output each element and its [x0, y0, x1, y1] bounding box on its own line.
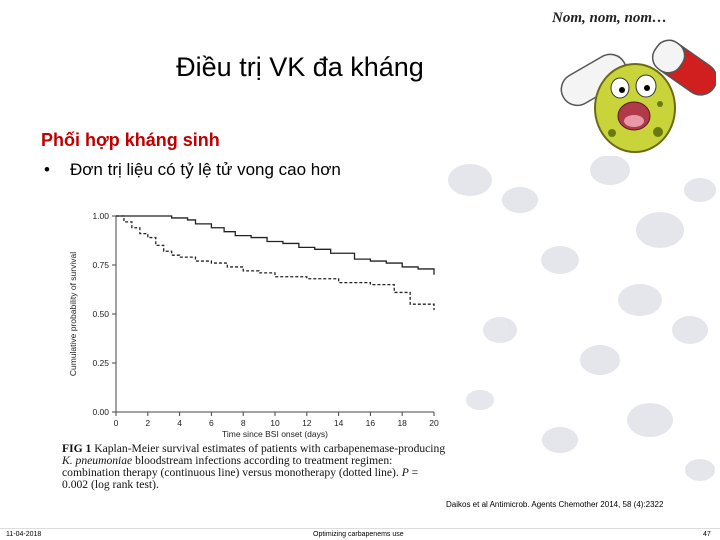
y-tick-label: 0.50	[92, 309, 109, 319]
caption-p-label: P	[401, 466, 409, 479]
bullet-text: Đơn trị liệu có tỷ lệ tử vong cao hơn	[70, 160, 341, 179]
x-tick-label: 10	[270, 418, 280, 428]
x-tick-label: 14	[333, 418, 344, 428]
bullet-item	[44, 160, 341, 180]
x-tick-label: 16	[365, 418, 376, 428]
footer-date: 11-04-2018	[6, 531, 42, 538]
footer-divider	[0, 528, 720, 529]
caption-text-1: Kaplan-Meier survival estimates of patients with carbapenemase-producing	[91, 442, 446, 455]
slide-subheading: Phối hợp kháng sinh	[41, 130, 220, 150]
y-tick-label: 0.25	[92, 358, 109, 368]
caption-organism: K. pneumoniae	[62, 454, 133, 467]
footer-title: Optimizing carbapenems use	[313, 531, 404, 538]
kaplan-meier-chart	[56, 208, 448, 440]
x-tick-label: 2	[145, 418, 151, 428]
page-number: 47	[703, 531, 711, 538]
y-axis-label: Cumulative probability of survival	[68, 251, 78, 377]
x-tick-label: 0	[113, 418, 119, 428]
figure-caption	[62, 443, 447, 491]
y-tick-label: 0.75	[92, 260, 109, 270]
slide-title: Điều trị VK đa kháng	[176, 52, 424, 82]
x-axis-label: Time since BSI onset (days)	[222, 429, 328, 439]
x-tick-label: 18	[397, 418, 407, 428]
reference-citation: Daikos et al Antimicrob. Agents Chemother 2014, 58 (4):2322	[446, 500, 664, 509]
caption-text-2: bloodstream infections according to treatment regimen: combination therapy (continuous line) versus monotherapy (dotted line).	[62, 454, 402, 479]
y-tick-label: 1.00	[92, 211, 109, 221]
x-tick-label: 4	[177, 418, 182, 428]
cartoon-caption: Nom, nom, nom…	[552, 10, 668, 26]
x-tick-label: 8	[240, 418, 246, 428]
caption-label: FIG 1	[62, 442, 92, 455]
x-tick-label: 12	[302, 418, 312, 428]
caption-text-3: = 0.002 (log rank test).	[62, 466, 419, 491]
x-tick-label: 6	[209, 418, 214, 428]
x-tick-label: 20	[429, 418, 439, 428]
bullet-mark: •	[44, 160, 50, 179]
y-tick-label: 0.00	[92, 407, 109, 417]
cartoon-illustration	[550, 8, 716, 156]
